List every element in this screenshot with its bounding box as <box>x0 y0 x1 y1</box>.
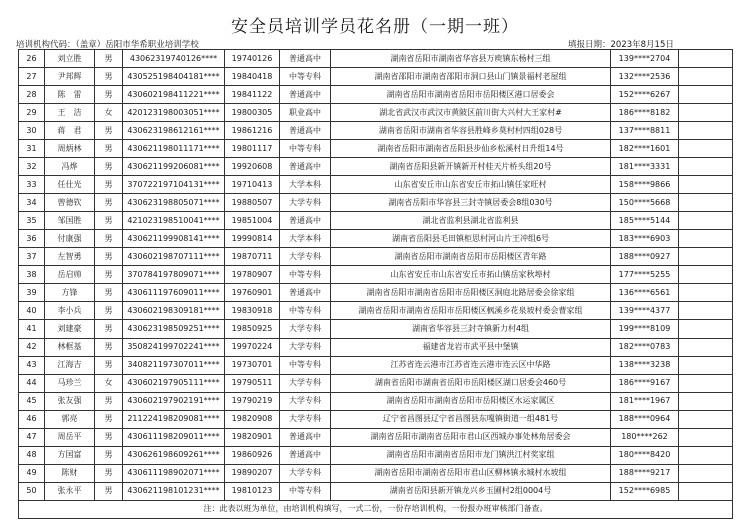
address-cell: 湖南省岳阳市湖南省岳阳市岳阳楼区青年路 <box>331 248 611 266</box>
phone-cell: 183****6903 <box>611 230 679 248</box>
education-cell: 中等专科 <box>280 68 331 86</box>
table-row <box>19 266 733 284</box>
phone-cell: 137****8811 <box>611 122 679 140</box>
education-cell: 普通高中 <box>280 428 331 446</box>
education-cell: 普通高中 <box>280 122 331 140</box>
remarks-cell <box>679 482 733 500</box>
education-cell: 中等专科 <box>280 356 331 374</box>
id-number-cell: 430621198011171**** <box>123 140 225 158</box>
gender-cell: 男 <box>95 158 123 176</box>
remarks-cell <box>679 212 733 230</box>
birth-date-cell: 19810123 <box>225 482 280 500</box>
remarks-cell <box>679 140 733 158</box>
address-cell: 湖南省岳阳市湖南省岳阳市君山区西城办事处林角居委会 <box>331 428 611 446</box>
birth-date-cell: 19730701 <box>225 356 280 374</box>
education-cell: 大学专科 <box>280 338 331 356</box>
table-row <box>19 194 733 212</box>
phone-cell: 182****1601 <box>611 140 679 158</box>
table-row <box>19 68 733 86</box>
birth-date-cell: 19820901 <box>225 428 280 446</box>
remarks-cell <box>679 158 733 176</box>
remarks-cell <box>679 356 733 374</box>
address-cell: 湖南省岳阳市湖南省岳阳市岳阳楼区洞庭北路居委会徐家组 <box>331 284 611 302</box>
address-cell: 湖南省岳阳市华容县三封寺镇居委会8组030号 <box>331 194 611 212</box>
birth-date-cell: 19990814 <box>225 230 280 248</box>
remarks-cell <box>679 428 733 446</box>
table-row <box>19 392 733 410</box>
education-cell: 大学专科 <box>280 410 331 428</box>
id-number-cell: 350824199702241**** <box>123 338 225 356</box>
gender-cell: 男 <box>95 266 123 284</box>
id-number-cell: 430623198805071**** <box>123 194 225 212</box>
table-row <box>19 482 733 500</box>
gender-cell: 女 <box>95 104 123 122</box>
remarks-cell <box>679 230 733 248</box>
name-cell: 邹国胜 <box>45 212 95 230</box>
training-org-label: 培训机构代码：（盖章）岳阳市华希职业培训学校 <box>16 40 199 50</box>
table-row <box>19 86 733 104</box>
gender-cell: 男 <box>95 176 123 194</box>
phone-cell: 177****5255 <box>611 266 679 284</box>
birth-date-cell: 19861216 <box>225 122 280 140</box>
phone-cell: 181****3331 <box>611 158 679 176</box>
phone-cell: 188****0927 <box>611 248 679 266</box>
id-number-cell: 430626198609261**** <box>123 446 225 464</box>
phone-cell: 188****9217 <box>611 464 679 482</box>
name-cell: 尹邦辉 <box>45 68 95 86</box>
table-row <box>19 212 733 230</box>
birth-date-cell: 19710413 <box>225 176 280 194</box>
name-cell: 王 洁 <box>45 104 95 122</box>
gender-cell: 女 <box>95 374 123 392</box>
gender-cell: 男 <box>95 212 123 230</box>
row-number-cell: 34 <box>19 194 45 212</box>
education-cell: 大学专科 <box>280 464 331 482</box>
table-row <box>19 338 733 356</box>
id-number-cell: 430611198209011**** <box>123 428 225 446</box>
gender-cell: 男 <box>95 302 123 320</box>
phone-cell: 150****5668 <box>611 194 679 212</box>
name-cell: 方锋 <box>45 284 95 302</box>
address-cell: 湖北省武汉市武汉市黄陂区前川街大兴村大王家村# <box>331 104 611 122</box>
row-number-cell: 42 <box>19 338 45 356</box>
remarks-cell <box>679 392 733 410</box>
birth-date-cell: 19851004 <box>225 212 280 230</box>
table-row <box>19 50 733 68</box>
gender-cell: 男 <box>95 482 123 500</box>
remarks-cell <box>679 194 733 212</box>
gender-cell: 男 <box>95 446 123 464</box>
student-roster-table <box>18 49 733 519</box>
education-cell: 普通高中 <box>280 284 331 302</box>
id-number-cell: 430611197609011**** <box>123 284 225 302</box>
remarks-cell <box>679 284 733 302</box>
address-cell: 湖北省监利县湖北省监利县 <box>331 212 611 230</box>
table-row <box>19 104 733 122</box>
row-number-cell: 26 <box>19 50 45 68</box>
address-cell: 湖南省岳阳市湖南省华容县万庾镇东杨村三组 <box>331 50 611 68</box>
table-row <box>19 356 733 374</box>
row-number-cell: 48 <box>19 446 45 464</box>
birth-date-cell: 19740126 <box>225 50 280 68</box>
birth-date-cell: 19860926 <box>225 446 280 464</box>
education-cell: 普通高中 <box>280 446 331 464</box>
name-cell: 曾德钦 <box>45 194 95 212</box>
row-number-cell: 30 <box>19 122 45 140</box>
phone-cell: 152****6985 <box>611 482 679 500</box>
id-number-cell: 430623198612161**** <box>123 122 225 140</box>
gender-cell: 男 <box>95 68 123 86</box>
footer-note: 注：此表以班为单位，由培训机构填写，一式二份，一份存培训机构，一份报办班审核部门备查。 <box>19 500 733 518</box>
row-number-cell: 43 <box>19 356 45 374</box>
gender-cell: 男 <box>95 122 123 140</box>
address-cell: 湖南省岳阳市湖南省岳阳市君山区柳林镇永城村水坡组 <box>331 464 611 482</box>
phone-cell: 188****0964 <box>611 410 679 428</box>
gender-cell: 男 <box>95 464 123 482</box>
education-cell: 中等专科 <box>280 482 331 500</box>
table-row <box>19 428 733 446</box>
phone-cell: 180****262 <box>611 428 679 446</box>
education-cell: 大学专科 <box>280 194 331 212</box>
gender-cell: 男 <box>95 194 123 212</box>
id-number-cell: 430602198309181**** <box>123 302 225 320</box>
remarks-cell <box>679 446 733 464</box>
id-number-cell: 430621199206081**** <box>123 158 225 176</box>
gender-cell: 男 <box>95 410 123 428</box>
remarks-cell <box>679 68 733 86</box>
remarks-cell <box>679 50 733 68</box>
row-number-cell: 40 <box>19 302 45 320</box>
phone-cell: 186****9167 <box>611 374 679 392</box>
phone-cell: 199****8109 <box>611 320 679 338</box>
gender-cell: 男 <box>95 428 123 446</box>
table-row <box>19 248 733 266</box>
row-number-cell: 49 <box>19 464 45 482</box>
remarks-cell <box>679 248 733 266</box>
education-cell: 中等专科 <box>280 302 331 320</box>
education-cell: 普通高中 <box>280 158 331 176</box>
table-row <box>19 410 733 428</box>
remarks-cell <box>679 104 733 122</box>
row-number-cell: 29 <box>19 104 45 122</box>
row-number-cell: 37 <box>19 248 45 266</box>
birth-date-cell: 19841122 <box>225 86 280 104</box>
address-cell: 山东省安丘市山东省安丘市拓山镇任家旺村 <box>331 176 611 194</box>
name-cell: 林框基 <box>45 338 95 356</box>
address-cell: 湖南省岳阳县新开镇新开村桂天片桥头组20号 <box>331 158 611 176</box>
id-number-cell: 430621198101231**** <box>123 482 225 500</box>
name-cell: 周炳林 <box>45 140 95 158</box>
birth-date-cell: 19880507 <box>225 194 280 212</box>
birth-date-cell: 19870711 <box>225 248 280 266</box>
birth-date-cell: 19790511 <box>225 374 280 392</box>
row-number-cell: 36 <box>19 230 45 248</box>
gender-cell: 男 <box>95 140 123 158</box>
education-cell: 普通高中 <box>280 212 331 230</box>
phone-cell: 132****2536 <box>611 68 679 86</box>
address-cell: 湖南省岳阳市湖南省岳阳市岳阳楼区枫溪乡花泉坡村委会曹家组 <box>331 302 611 320</box>
name-cell: 方国富 <box>45 446 95 464</box>
table-row <box>19 140 733 158</box>
table-row <box>19 446 733 464</box>
phone-cell: 152****6267 <box>611 86 679 104</box>
address-cell: 湖南省岳阳县毛田镇柜思村河山片王冲组6号 <box>331 230 611 248</box>
address-cell: 福建省龙岩市武平县中堡镇 <box>331 338 611 356</box>
education-cell: 中等专科 <box>280 140 331 158</box>
education-cell: 中等专科 <box>280 266 331 284</box>
name-cell: 冯烨 <box>45 158 95 176</box>
education-cell: 大学专科 <box>280 392 331 410</box>
remarks-cell <box>679 176 733 194</box>
row-number-cell: 27 <box>19 68 45 86</box>
table-row <box>19 464 733 482</box>
id-number-cell: 421023198510041**** <box>123 212 225 230</box>
gender-cell: 男 <box>95 50 123 68</box>
phone-cell: 139****2704 <box>611 50 679 68</box>
row-number-cell: 44 <box>19 374 45 392</box>
education-cell: 大学本科 <box>280 176 331 194</box>
name-cell: 张永平 <box>45 482 95 500</box>
remarks-cell <box>679 86 733 104</box>
gender-cell: 男 <box>95 338 123 356</box>
remarks-cell <box>679 338 733 356</box>
gender-cell: 男 <box>95 284 123 302</box>
id-number-cell: 430525198404181**** <box>123 68 225 86</box>
birth-date-cell: 19801117 <box>225 140 280 158</box>
row-number-cell: 45 <box>19 392 45 410</box>
name-cell: 张友强 <box>45 392 95 410</box>
page-title: 安全员培训学员花名册（一期一班） <box>231 17 519 37</box>
phone-cell: 185****5144 <box>611 212 679 230</box>
address-cell: 湖南省岳阳市湖南省岳阳县步仙乡松溪村日升组14号 <box>331 140 611 158</box>
education-cell: 大学专科 <box>280 320 331 338</box>
birth-date-cell: 19780907 <box>225 266 280 284</box>
phone-cell: 181****1967 <box>611 392 679 410</box>
address-cell: 湖南省邵阳市湖南省邵阳市洞口县山门镇景福村老屋组 <box>331 68 611 86</box>
name-cell: 任仕光 <box>45 176 95 194</box>
table-row <box>19 302 733 320</box>
remarks-cell <box>679 374 733 392</box>
id-number-cell: 430611198902071**** <box>123 464 225 482</box>
education-cell: 普通高中 <box>280 50 331 68</box>
row-number-cell: 32 <box>19 158 45 176</box>
phone-cell: 180****8420 <box>611 446 679 464</box>
phone-cell: 138****3238 <box>611 356 679 374</box>
roster-body <box>19 50 733 519</box>
education-cell: 大学本科 <box>280 230 331 248</box>
birth-date-cell: 19920608 <box>225 158 280 176</box>
gender-cell: 男 <box>95 356 123 374</box>
table-row <box>19 158 733 176</box>
birth-date-cell: 19800305 <box>225 104 280 122</box>
name-cell: 江海吉 <box>45 356 95 374</box>
id-number-cell: 420123198003051**** <box>123 104 225 122</box>
birth-date-cell: 19830918 <box>225 302 280 320</box>
name-cell: 陈财 <box>45 464 95 482</box>
row-number-cell: 39 <box>19 284 45 302</box>
row-number-cell: 35 <box>19 212 45 230</box>
phone-cell: 158****9866 <box>611 176 679 194</box>
name-cell: 蒋 君 <box>45 122 95 140</box>
education-cell: 普通高中 <box>280 86 331 104</box>
name-cell: 马珍兰 <box>45 374 95 392</box>
address-cell: 湖南省岳阳市湖南省岳阳市岳阳楼区湖口居委会460号 <box>331 374 611 392</box>
table-row <box>19 284 733 302</box>
table-row <box>19 176 733 194</box>
id-number-cell: 430602197902191**** <box>123 392 225 410</box>
education-cell: 大学专科 <box>280 248 331 266</box>
address-cell: 山东省安丘市山东省安丘市拓山镇岳家秋埠村 <box>331 266 611 284</box>
row-number-cell: 46 <box>19 410 45 428</box>
birth-date-cell: 19790219 <box>225 392 280 410</box>
remarks-cell <box>679 320 733 338</box>
name-cell: 郭亮 <box>45 410 95 428</box>
remarks-cell <box>679 266 733 284</box>
name-cell: 刘立胜 <box>45 50 95 68</box>
name-cell: 左智勇 <box>45 248 95 266</box>
table-row <box>19 122 733 140</box>
id-number-cell: 211224198209081**** <box>123 410 225 428</box>
address-cell: 湖南省岳阳市湖南省岳阳市岳阳楼区水运家属区 <box>331 392 611 410</box>
gender-cell: 男 <box>95 86 123 104</box>
table-row <box>19 374 733 392</box>
remarks-cell <box>679 464 733 482</box>
address-cell: 湖南省岳阳市湖南省岳阳市龙门镇洪江村奖家组 <box>331 446 611 464</box>
id-number-cell: 370722197104131**** <box>123 176 225 194</box>
id-number-cell: 430602197905111**** <box>123 374 225 392</box>
id-number-cell: 430623198509251**** <box>123 320 225 338</box>
remarks-cell <box>679 302 733 320</box>
id-number-cell: 430602198411221**** <box>123 86 225 104</box>
id-number-cell: 340821197307011**** <box>123 356 225 374</box>
id-number-cell: 370784197809071**** <box>123 266 225 284</box>
remarks-cell <box>679 410 733 428</box>
gender-cell: 男 <box>95 392 123 410</box>
row-number-cell: 38 <box>19 266 45 284</box>
remarks-cell <box>679 122 733 140</box>
row-number-cell: 33 <box>19 176 45 194</box>
fill-date-label: 填报日期：2023年8月15日 <box>568 40 674 50</box>
birth-date-cell: 19760901 <box>225 284 280 302</box>
birth-date-cell: 19850925 <box>225 320 280 338</box>
name-cell: 李小兵 <box>45 302 95 320</box>
row-number-cell: 31 <box>19 140 45 158</box>
phone-cell: 136****6561 <box>611 284 679 302</box>
address-cell: 江苏省连云港市江苏省连云港市连云区中华路 <box>331 356 611 374</box>
phone-cell: 139****4377 <box>611 302 679 320</box>
row-number-cell: 41 <box>19 320 45 338</box>
row-number-cell: 47 <box>19 428 45 446</box>
name-cell: 陈 雷 <box>45 86 95 104</box>
address-cell: 湖南省岳阳县新开镇龙兴乡玉圃村2组0004号 <box>331 482 611 500</box>
birth-date-cell: 19840418 <box>225 68 280 86</box>
name-cell: 刘建豪 <box>45 320 95 338</box>
birth-date-cell: 19890207 <box>225 464 280 482</box>
row-number-cell: 50 <box>19 482 45 500</box>
birth-date-cell: 19820908 <box>225 410 280 428</box>
name-cell: 周岳平 <box>45 428 95 446</box>
gender-cell: 男 <box>95 320 123 338</box>
phone-cell: 186****8182 <box>611 104 679 122</box>
birth-date-cell: 19970224 <box>225 338 280 356</box>
name-cell: 岳启帅 <box>45 266 95 284</box>
gender-cell: 男 <box>95 248 123 266</box>
address-cell: 湖南省岳阳市湖南省华容县胜峰乡莫村村四组028号 <box>331 122 611 140</box>
education-cell: 大学专科 <box>280 374 331 392</box>
address-cell: 湖南省华容县三封寺镇新力村4组 <box>331 320 611 338</box>
phone-cell: 182****0783 <box>611 338 679 356</box>
footer-row <box>19 500 733 518</box>
table-row <box>19 230 733 248</box>
id-number-cell: 430621199908141**** <box>123 230 225 248</box>
id-number-cell: 430602198707111**** <box>123 248 225 266</box>
name-cell: 付康强 <box>45 230 95 248</box>
address-cell: 辽宁省昌图县辽宁省昌图县东嘎镇街道一组481号 <box>331 410 611 428</box>
education-cell: 职业高中 <box>280 104 331 122</box>
id-number-cell: 430623197401​26**** <box>123 50 225 68</box>
gender-cell: 男 <box>95 230 123 248</box>
table-row <box>19 320 733 338</box>
address-cell: 湖南省岳阳市湖南省岳阳市岳阳楼区港口居委会 <box>331 86 611 104</box>
row-number-cell: 28 <box>19 86 45 104</box>
